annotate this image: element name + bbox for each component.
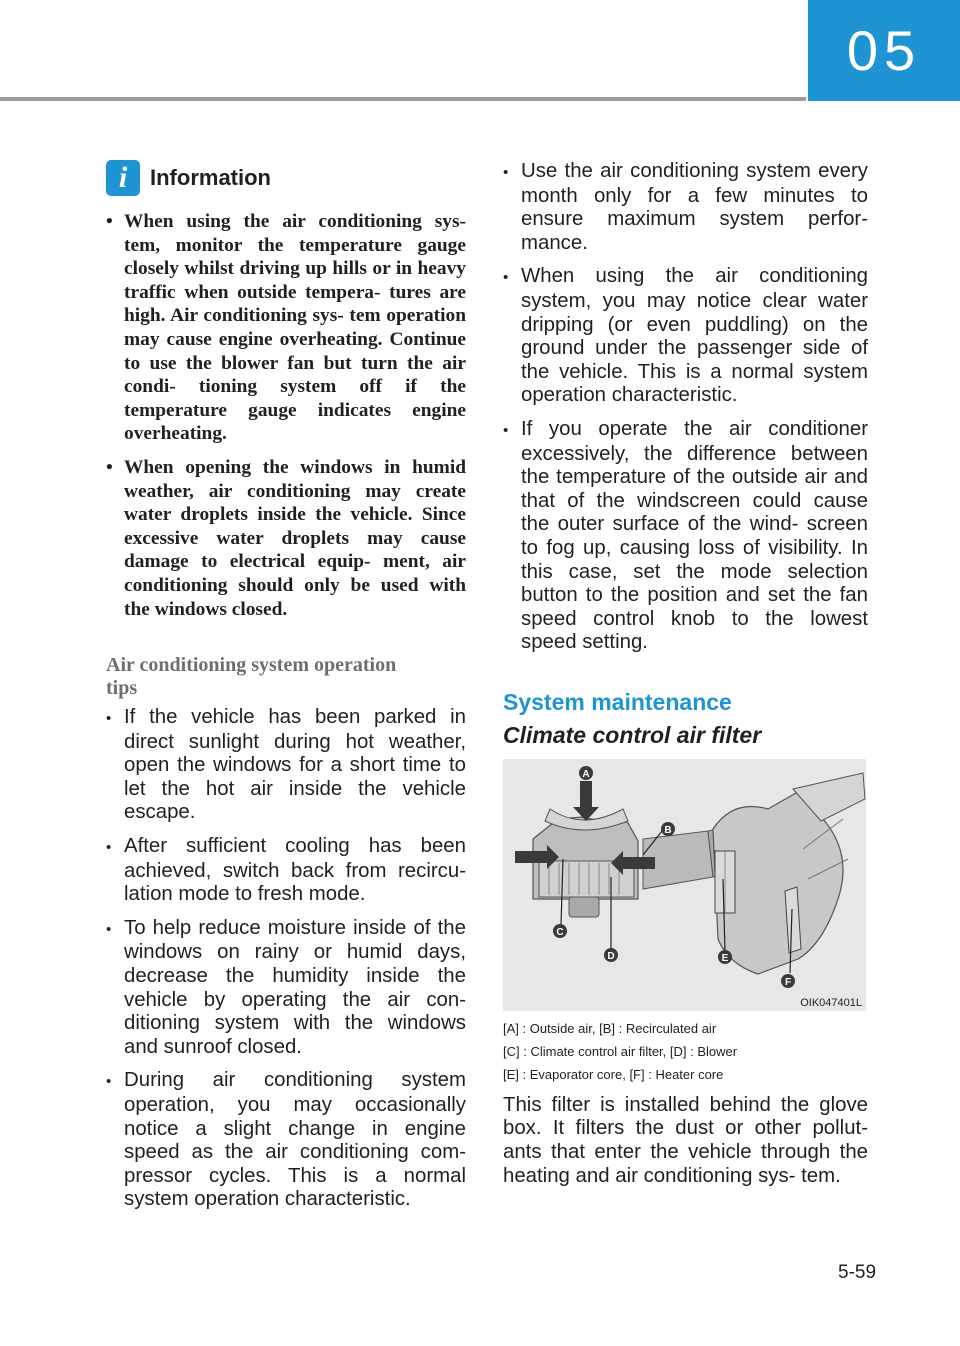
- information-title: Information: [150, 165, 271, 190]
- figure-code: OIK047401L: [800, 996, 862, 1009]
- tip-item: • During air conditioning system operation, you may occasionally notice a slight change in engine speed as the air conditioning com- pressor cycles. This is a normal system operation characteristic.: [106, 1069, 466, 1212]
- tip-item: • After sufficient cooling has been achieved, switch back from recircu- lation mode to fresh mode.: [106, 835, 466, 907]
- filter-description: This filter is installed behind the glove box. It filters the dust or other pollut- ants that enter the vehicle through the heating and air conditioning sys- tem.: [503, 1093, 868, 1187]
- information-list: [106, 210, 466, 621]
- hvac-unit-illustration: [503, 759, 866, 1011]
- figure-caption: [C] : Climate control air filter, [D] : Blower: [503, 1043, 738, 1059]
- tip-item: • Use the air conditioning system every month only for a few minutes to ensure maximum system perfor- mance.: [503, 160, 868, 255]
- tip-item: • If the vehicle has been parked in direct sunlight during hot weather, open the windows for a short time to let the hot air inside the vehicle escape.: [106, 706, 466, 825]
- figure-caption: [E] : Evaporator core, [F] : Heater core: [503, 1066, 724, 1082]
- tip-item: • When using the air conditioning system, you may notice clear water dripping (or even puddling) on the ground under the passenger side of the vehicle. This is a normal system operation characteristic.: [503, 265, 868, 408]
- information-item: • When using the air conditioning sys- tem, monitor the temperature gauge closely whilst driving up hills or in heavy traffic when outside tempera- tures are high. Air conditioning sys- tem operation may cause engine overheating. Continue to use the blower fan but turn the air condi- tioning system off if the temperature gauge indicates engine overheating.: [106, 210, 466, 446]
- figure-caption: [A] : Outside air, [B] : Recirculated air: [503, 1020, 717, 1036]
- section-subtitle: Climate control air filter: [503, 721, 762, 748]
- tips-list-left: [106, 706, 466, 1212]
- information-header: [106, 160, 466, 196]
- tip-item: • If you operate the air conditioner excessively, the difference between the temperature of the outside air and that of the windscreen could cause the outer surface of the wind- screen to fog up, causing loss of visibility. In this case, set the mode selection button to the position and set the fan speed control knob to the lowest speed setting.: [503, 418, 868, 655]
- figure-label-e: E: [721, 952, 729, 964]
- left-column: [106, 160, 466, 1222]
- info-icon: i: [106, 160, 140, 196]
- tips-list-right: [503, 160, 868, 655]
- tips-heading: [106, 654, 466, 700]
- section-title: System maintenance: [503, 688, 732, 715]
- tips-heading-line-1: Air conditioning system operation: [106, 654, 397, 677]
- chapter-number: 05: [846, 19, 922, 82]
- air-filter-diagram: [503, 759, 866, 1011]
- figure-label-f: F: [784, 976, 792, 988]
- tip-item: • To help reduce moisture inside of the windows on rainy or humid days, decrease the humidity inside the vehicle by operating the air con- ditioning system with the windows and sunroof closed.: [106, 917, 466, 1060]
- tips-heading-line-2: tips: [106, 677, 138, 700]
- figure-label-a: A: [582, 768, 590, 780]
- figure-label-b: B: [664, 824, 672, 836]
- information-item: • When opening the windows in humid weather, air conditioning may create water droplets inside the vehicle. Since excessive water droplets may cause damage to electrical equip- ment, air conditioning should only be used with the windows closed.: [106, 456, 466, 621]
- page-number: 5-59: [838, 1262, 877, 1283]
- header-rule: [0, 97, 806, 101]
- chapter-tab: [808, 0, 960, 101]
- figure-label-c: C: [556, 926, 564, 938]
- figure-label-d: D: [607, 950, 615, 962]
- right-column: [503, 160, 868, 1188]
